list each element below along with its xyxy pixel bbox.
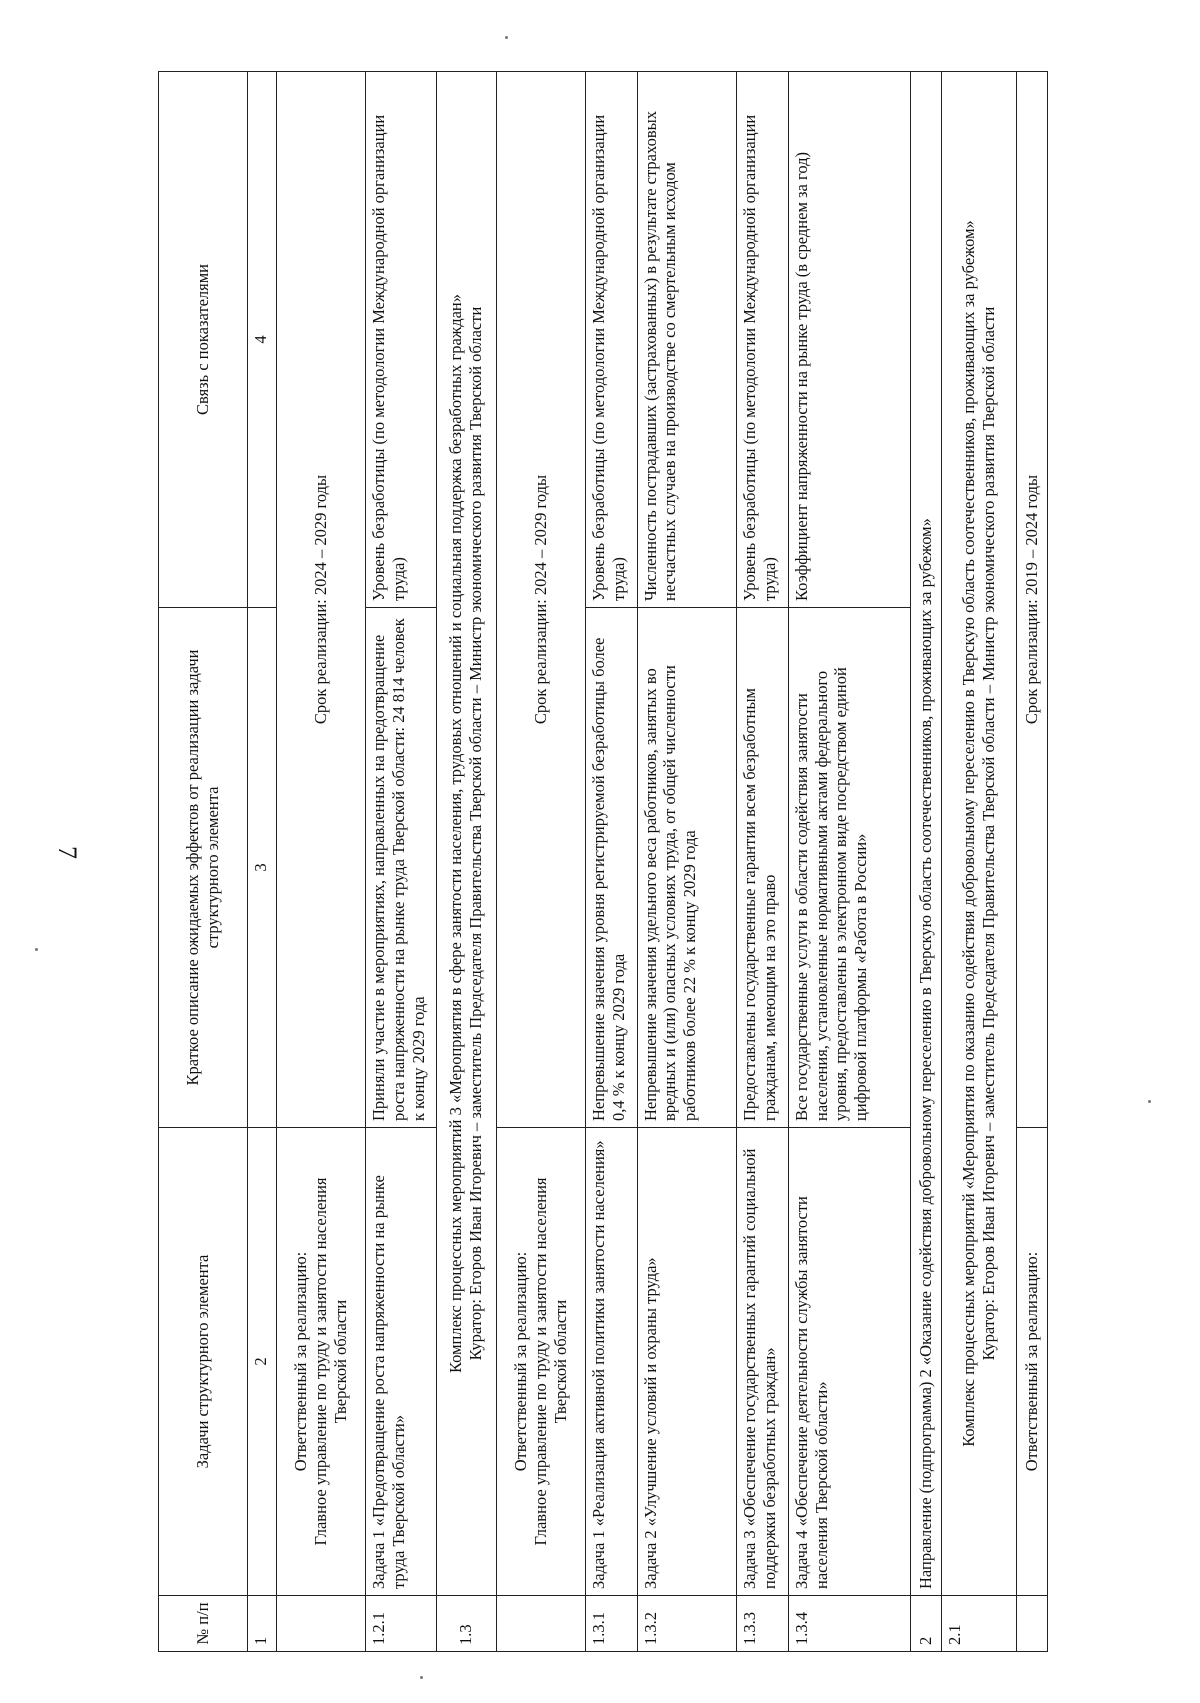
scan-speck (35, 948, 38, 951)
effect-cell: Все государственные услуги в области содействия занятости населения, установленные нормативными актами федерального уровня, предоставлены в электронном виде посредством единой цифровой платформы «Работа в России» (788, 608, 910, 1128)
colnum-2: 2 (248, 1128, 277, 1596)
term-cell: Срок реализации: 2019 – 2024 годы (1016, 72, 1047, 1128)
table-row (637, 72, 736, 1652)
colnum-1: 1 (248, 1596, 277, 1652)
complex-cell: Комплекс процессных мероприятий «Мероприятия по оказанию содействия добровольному переселению в Тверскую область соотечественников, проживающих за рубежом» Куратор: Егоров Иван Игоревич – заместитель Председателя Правительства Тверской области – Министр экономического развития Тверской области (942, 72, 1017, 1596)
row-number: 1.3.2 (637, 1596, 736, 1652)
task-cell: Задача 4 «Обеспечение деятельности службы занятости населения Тверской области» (788, 1128, 910, 1596)
row-number: 2.1 (942, 1596, 1017, 1652)
responsible-row (277, 72, 366, 1652)
direction-cell: Направление (подпрограмма) 2 «Оказание содействия добровольному переселению в Тверскую область соотечественников, проживающих за рубежом» (911, 72, 942, 1596)
column-numbers-row (248, 72, 277, 1652)
link-cell: Уровень безработицы (по методологии Международной организации труда) (737, 72, 789, 608)
table-row (366, 72, 436, 1652)
page-number: 7 (53, 846, 82, 859)
table-row (788, 72, 910, 1652)
header-number: № п/п (159, 1596, 248, 1652)
row-number: 1.2.1 (366, 1596, 436, 1652)
table-header-row (159, 72, 248, 1652)
complex-row (436, 72, 496, 1652)
task-cell: Задача 1 «Предотвращение роста напряженности на рынке труда Тверской области» (366, 1128, 436, 1596)
direction-row (911, 72, 942, 1652)
link-cell: Численность пострадавших (застрахованных) в результате страховых несчастных случаев на производстве со смертельным исходом (637, 72, 736, 608)
header-tasks: Задачи структурного элемента (159, 1128, 248, 1596)
task-cell: Задача 3 «Обеспечение государственных гарантий социальной поддержки безработных граждан» (737, 1128, 789, 1596)
row-number: 1.3 (436, 1596, 496, 1652)
task-cell: Задача 1 «Реализация активной политики занятости населения» (585, 1128, 637, 1596)
responsible-cell: Ответственный за реализацию: Главное управление по труду и занятости населения Тверской области (496, 1128, 585, 1596)
table-row (585, 72, 637, 1652)
complex-row (942, 72, 1017, 1652)
task-cell: Задача 2 «Улучшение условий и охраны труда» (637, 1128, 736, 1596)
complex-cell: Комплекс процессных мероприятий 3 «Мероприятия в сфере занятости населения, трудовых отношений и социальная поддержка безработных граждан» Куратор: Егоров Иван Игоревич – заместитель Председателя Правительства Тверской области – Министр экономического развития Тверской области (436, 72, 496, 1596)
header-effects: Краткое описание ожидаемых эффектов от реализации задачи структурного элемента (159, 608, 248, 1128)
responsible-cell: Ответственный за реализацию: Главное управление по труду и занятости населения Тверской области (277, 1128, 366, 1596)
table-row (737, 72, 789, 1652)
responsible-cell: Ответственный за реализацию: (1016, 1128, 1047, 1596)
link-cell: Уровень безработицы (по методологии Международной организации труда) (366, 72, 436, 608)
row-number: 2 (911, 1596, 942, 1652)
rotated-page (158, 72, 1048, 1652)
colnum-3: 3 (248, 608, 277, 1128)
effect-cell: Непревышение значения уровня регистрируемой безработицы более 0,4 % к концу 2029 года (585, 608, 637, 1128)
term-cell: Срок реализации: 2024 – 2029 годы (496, 72, 585, 1128)
colnum-4: 4 (248, 72, 277, 608)
row-number: 1.3.4 (788, 1596, 910, 1652)
effect-cell: Предоставлены государственные гарантии всем безработным гражданам, имеющим на это право (737, 608, 789, 1128)
scan-speck (420, 1676, 423, 1679)
scan-speck (505, 36, 508, 39)
link-cell: Уровень безработицы (по методологии Международной организации труда) (585, 72, 637, 608)
responsible-row (1016, 72, 1047, 1652)
row-number: 1.3.1 (585, 1596, 637, 1652)
term-cell: Срок реализации: 2024 – 2029 годы (277, 72, 366, 1128)
header-link: Связь с показателями (159, 72, 248, 608)
structural-elements-table (158, 71, 1048, 1652)
effect-cell: Приняли участие в мероприятиях, направленных на предотвращение роста напряженности на рынке труда Тверской области: 24 814 человек к концу 2029 года (366, 608, 436, 1128)
scan-speck (1148, 1100, 1151, 1103)
effect-cell: Непревышение значения удельного веса работников, занятых во вредных и (или) опасных условиях труда, от общей численности работников более 22 % к концу 2029 года (637, 608, 736, 1128)
link-cell: Коэффициент напряженности на рынке труда (в среднем за год) (788, 72, 910, 608)
responsible-row (496, 72, 585, 1652)
row-number: 1.3.3 (737, 1596, 789, 1652)
